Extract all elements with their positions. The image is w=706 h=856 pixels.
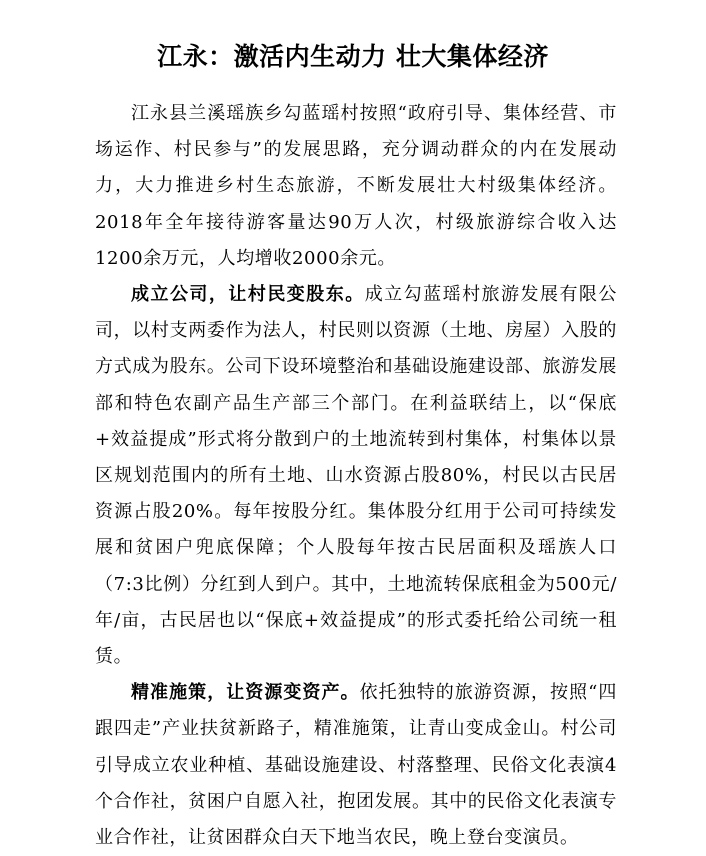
paragraph-lead: 精准施策，让资源变资产。 (131, 682, 360, 704)
article-body (95, 96, 617, 856)
paragraph-text: 依托独特的旅游资源，按照“四跟四走”产业扶贫新路子，精准施策，让青山变成金山。村公司引导成立农业种植、基础设施建设、村落整理、民俗文化表演4个合作社，贫困户自愿入社，抱团发展。其中的民俗文化表演专业合作社，让贫困群众白天下地当农民，晚上登台变演员。 (95, 682, 617, 849)
paragraph-intro (95, 96, 617, 277)
article-title: 江永：激活内生动力 壮大集体经济 (157, 41, 549, 71)
paragraph-policy (95, 675, 617, 856)
paragraph-text: 成立勾蓝瑶村旅游发展有限公司，以村支两委作为法人，村民则以资源（土地、房屋）入股的方式成为股东。公司下设环境整治和基础设施建设部、旅游发展部和特色农副产品生产部三个部门。在利益联结上，以“保底+效益提成”形式将分散到户的土地流转到村集体，村集体以景区规划范围内的所有土地、山水资源占股80%，村民以古民居资源占股20%。每年按股分红。集体股分红用于公司可持续发展和贫困户兜底保障；个人股每年按古民居面积及瑶族人口（7:3比例）分红到人到户。其中，土地流转保底租金为500元/年/亩，古民居也以“保底+效益提成”的形式委托给公司统一租赁。 (95, 284, 617, 668)
paragraph-text: 江永县兰溪瑶族乡勾蓝瑶村按照“政府引导、集体经营、市场运作、村民参与”的发展思路，充分调动群众的内在发展动力，大力推进乡村生态旅游，不断发展壮大村级集体经济。2018年全年接待游客量达90万人次，村级旅游综合收入达1200余万元，人均增收2000余元。 (95, 103, 617, 269)
paragraph-lead: 成立公司，让村民变股东。 (131, 284, 365, 306)
paragraph-company (95, 277, 617, 675)
